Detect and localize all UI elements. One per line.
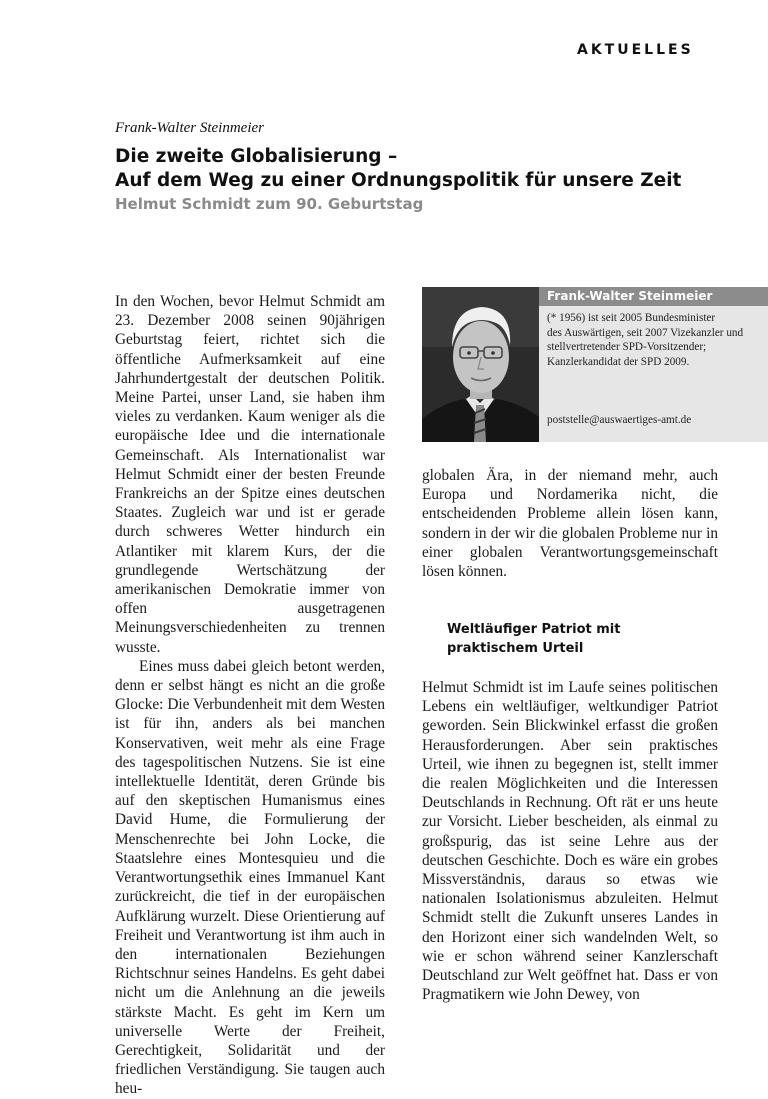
paragraph: globalen Ära, in der niemand mehr, auch Europa und Nordamerika nicht, die entscheidenden Probleme allein lösen kann, sondern in der wir die globalen Probleme nur in einer globalen Verantwortungsgemeinschaft lösen können. [422,467,718,581]
section-label: AKTUELLES [577,42,694,58]
article-subtitle: Helmut Schmidt zum 90. Geburtstag [115,195,424,213]
profile-bio-line: (* 1956) ist seit 2005 Bundesminister [547,312,716,324]
right-column-top [422,466,718,581]
subheading-line-1: Weltläufiger Patriot mit [447,622,621,637]
author-portrait [422,287,539,442]
author-profile-box [539,287,768,442]
paragraph: In den Wochen, bevor Helmut Schmidt am 23. Dezember 2008 seinen 90jährigen Geburtstag feiert, richtet sich die öffentliche Aufmerksamkeit auf eine Jahrhundertgestalt der deutschen Politik. Meine Partei, unser Land, sie haben ihm vieles zu verdanken. Kaum weniger als die europäische Idee und die internationale Gemeinschaft. Als Internationalist war Helmut Schmidt einer der besten Freunde Frankreichs an der Spitze eines deutschen Staates. Zugleich war und ist er gerade durch schweres Wetter hindurch ein Atlantiker mit klarem Kurs, der die grundlegende Wertschätzung der amerikanischen Demokratie immer von offen ausgetragenen Meinungsverschiedenheiten zu trennen wusste. [115,293,385,656]
profile-bio-line: des Auswärtigen, seit 2007 Vizekanzler und [547,326,744,339]
article-title-line-1: Die zweite Globalisierung – [115,146,398,167]
profile-bio [547,311,765,369]
profile-bio-line: Kanzlerkandidat der SPD 2009. [547,355,690,368]
profile-name: Frank-Walter Steinmeier [539,287,768,306]
paragraph: Helmut Schmidt ist im Laufe seines politischen Lebens ein weltläufiger, weltkundiger Patriot geworden. Sein Blickwinkel erfasst die großen Herausforderungen. Aber sein praktisches Urteil, wie ihnen zu begegnen ist, stellt immer die realen Möglichkeiten und die Interessen Deutschlands in Rechnung. Oft rät er uns heute zur Vorsicht. Lieber bescheiden, als einmal zu großspurig, das ist seine Lehre aus der deutschen Geschichte. Doch es wäre ein grobes Missverständnis, daraus so etwas wie nationalen Isolationismus abzuleiten. Helmut Schmidt stellt die Zukunft unseres Landes in den Horizont einer sich wandelnden Welt, so wie er schon während seiner Kanzlerschaft Deutschland zur Welt geöffnet hat. Dass er von Pragmatikern wie John Dewey, von [422,679,718,1004]
paragraph: Eines muss dabei gleich betont werden, denn er selbst hängt es nicht an die große Glocke: Die Verbundenheit mit dem Westen ist für ihn, anders als bei manchen Konservativen, weit mehr als eine Frage des tagespolitischen Nutzens. Sie ist eine intellektuelle Identität, deren Gründe bis auf den skeptischen Humanismus eines David Hume, die Formulierung der Menschenrechte bei John Locke, die Staatslehre eines Montesquieu und die Verantwortungsethik eines Immanuel Kant zurückreicht, die tief in der europäischen Aufklärung wurzelt. Diese Orientierung auf Freiheit und Verantwortung ist ihm auch in den internationalen Beziehungen Richtschnur seines Handelns. Es geht dabei nicht um die Anlehnung an die jeweils stärkste Macht. Es geht im Kern um universelle Werte der Freiheit, Gerechtigkeit, Solidarität und der friedlichen Verständigung. Sie taugen auch heu- [115,657,385,1098]
article-author: Frank-Walter Steinmeier [115,120,264,136]
section-subheading [447,620,697,658]
subheading-line-2: praktischem Urteil [447,641,584,656]
portrait-illustration [422,287,539,442]
article-title-line-2: Auf dem Weg zu einer Ordnungspolitik für unsere Zeit [115,170,682,191]
profile-bio-line: stellvertretender SPD-Vorsitzender; [547,341,707,353]
article-title [115,145,681,193]
profile-email[interactable]: poststelle@auswaertiges-amt.de [547,414,692,426]
right-column-bottom [422,678,718,1004]
left-column [115,292,385,1099]
